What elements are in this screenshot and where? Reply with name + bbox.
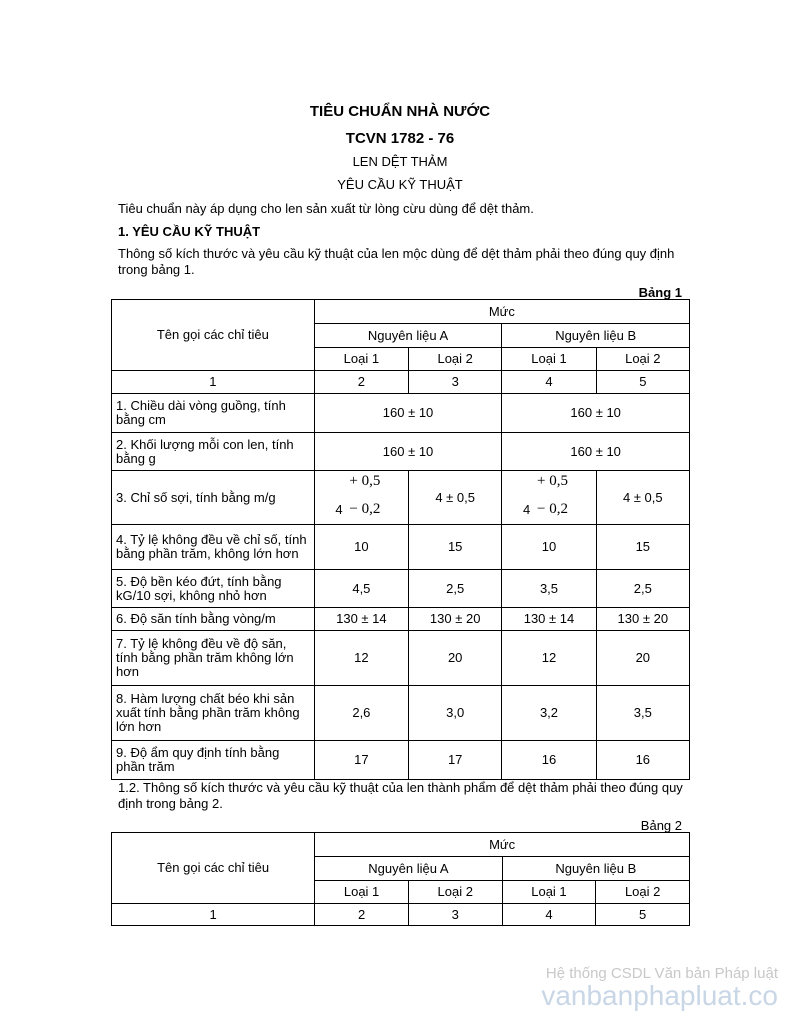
header-material-a: Nguyên liệu A (315, 857, 502, 881)
document-title: TIÊU CHUẨN NHÀ NƯỚC (309, 103, 491, 120)
table-row (112, 525, 690, 570)
cell-value: 3,5 (502, 570, 596, 608)
table-row (112, 631, 690, 686)
column-number: 5 (596, 371, 689, 394)
header-name-column: Tên gọi các chỉ tiêu (112, 300, 315, 371)
tolerance-base: 4 (522, 502, 531, 517)
table-row (112, 608, 690, 631)
table-row (112, 394, 690, 433)
row-label: 2. Khối lượng mỗi con len, tính bằng g (112, 433, 315, 471)
spec-paragraph: Thông số kích thước và yêu cầu kỹ thuật của len mộc dùng để dệt thảm phải theo đúng quy định trong bảng 1. (118, 246, 675, 277)
tolerance-formula (519, 474, 579, 518)
table-1-caption: Bảng 1 (638, 285, 682, 300)
section-heading: 1. YÊU CẦU KỸ THUẬT (118, 224, 261, 239)
cell-value: 17 (409, 741, 502, 780)
cell-value: 10 (502, 525, 596, 570)
cell-value: 160 ± 10 (314, 394, 502, 433)
cell-value: 3,2 (502, 686, 596, 741)
table-row (112, 570, 690, 608)
cell-value: 12 (314, 631, 408, 686)
column-number-row (112, 904, 690, 926)
header-type-1: Loại 1 (315, 881, 409, 904)
tolerance-lower: − 0,2 (536, 501, 568, 517)
watermark-caption: Hệ thống CSDL Văn bản Pháp luật (545, 965, 778, 982)
cell-value: 130 ± 20 (596, 608, 689, 631)
header-type-1: Loại 1 (502, 348, 596, 371)
cell-value: 12 (502, 631, 596, 686)
row-label: 8. Hàm lượng chất béo khi sản xuất tính bằng phần trăm không lớn hơn (112, 686, 315, 741)
column-number: 1 (112, 371, 315, 394)
cell-value: 2,5 (596, 570, 689, 608)
cell-value: 2,6 (314, 686, 408, 741)
header-material-a: Nguyên liệu A (314, 324, 502, 348)
header-type-2: Loại 2 (409, 348, 502, 371)
header-type-2: Loại 2 (596, 881, 690, 904)
table-2 (111, 832, 690, 926)
row-label: 5. Độ bền kéo đứt, tính bằng kG/10 sợi, không nhỏ hơn (112, 570, 315, 608)
tolerance-formula (331, 474, 391, 518)
cell-value: 15 (596, 525, 689, 570)
table-row (112, 741, 690, 780)
column-number: 3 (409, 371, 502, 394)
header-type-1: Loại 1 (314, 348, 408, 371)
cell-value: 130 ± 14 (314, 608, 408, 631)
cell-value: 4 ± 0,5 (596, 471, 689, 525)
spec-paragraph-1-2: 1.2. Thông số kích thước và yêu cầu kỹ thuật của len thành phẩm để dệt thảm phải theo đúng quy định trong bảng 2. (118, 780, 683, 811)
row-label: 4. Tỷ lệ không đều về chỉ số, tính bằng phần trăm, không lớn hơn (112, 525, 315, 570)
column-number: 4 (502, 904, 596, 926)
cell-value: 4 ± 0,5 (409, 471, 502, 525)
column-number: 2 (315, 904, 409, 926)
cell-value: 3,5 (596, 686, 689, 741)
cell-value: 4,5 (314, 570, 408, 608)
cell-value: 16 (502, 741, 596, 780)
table-1 (111, 299, 690, 780)
header-material-b: Nguyên liệu B (502, 324, 690, 348)
column-number-row (112, 371, 690, 394)
tolerance-upper: + 0,5 (349, 473, 381, 489)
header-name-column: Tên gọi các chỉ tiêu (112, 833, 315, 904)
tolerance-upper: + 0,5 (536, 473, 568, 489)
cell-value: 130 ± 14 (502, 608, 596, 631)
header-material-b: Nguyên liệu B (502, 857, 689, 881)
cell-value: 17 (314, 741, 408, 780)
cell-value: 160 ± 10 (502, 433, 690, 471)
cell-value: 20 (596, 631, 689, 686)
cell-value: 2,5 (409, 570, 502, 608)
cell-value: 15 (409, 525, 502, 570)
cell-value: 10 (314, 525, 408, 570)
cell-tolerance (502, 471, 596, 525)
table-row (112, 433, 690, 471)
intro-paragraph: Tiêu chuẩn này áp dụng cho len sản xuất từ lòng cừu dùng để dệt thảm. (118, 201, 534, 216)
column-number: 3 (408, 904, 502, 926)
table-2-caption: Bảng 2 (640, 818, 682, 833)
column-number: 5 (596, 904, 690, 926)
cell-value: 160 ± 10 (502, 394, 690, 433)
watermark-domain: vanbanphapluat.co (541, 980, 778, 1011)
cell-value: 160 ± 10 (314, 433, 502, 471)
row-label: 7. Tỷ lệ không đều về độ săn, tính bằng phần trăm không lớn hơn (112, 631, 315, 686)
cell-value: 20 (409, 631, 502, 686)
row-label: 3. Chỉ số sợi, tính bằng m/g (112, 471, 315, 525)
header-type-1: Loại 1 (502, 881, 596, 904)
tolerance-base: 4 (335, 502, 343, 517)
tolerance-lower: − 0,2 (349, 501, 381, 517)
document-code: TCVN 1782 - 76 (345, 130, 455, 147)
table-row (112, 471, 690, 525)
header-level: Mức (315, 833, 690, 857)
row-label: 1. Chiều dài vòng guồng, tính bằng cm (112, 394, 315, 433)
cell-value: 3,0 (409, 686, 502, 741)
header-type-2: Loại 2 (596, 348, 689, 371)
header-type-2: Loại 2 (408, 881, 502, 904)
row-label: 6. Độ săn tính bằng vòng/m (112, 608, 315, 631)
document-subtitle-2: YÊU CẦU KỸ THUẬT (337, 177, 463, 192)
row-label: 9. Độ ẩm quy định tính bằng phần trăm (112, 741, 315, 780)
cell-value: 130 ± 20 (409, 608, 502, 631)
table-row (112, 686, 690, 741)
document-subtitle: LEN DỆT THẢM (352, 154, 448, 169)
cell-value: 16 (596, 741, 689, 780)
cell-tolerance (314, 471, 408, 525)
header-level: Mức (314, 300, 689, 324)
column-number: 1 (112, 904, 315, 926)
column-number: 4 (502, 371, 596, 394)
column-number: 2 (314, 371, 408, 394)
